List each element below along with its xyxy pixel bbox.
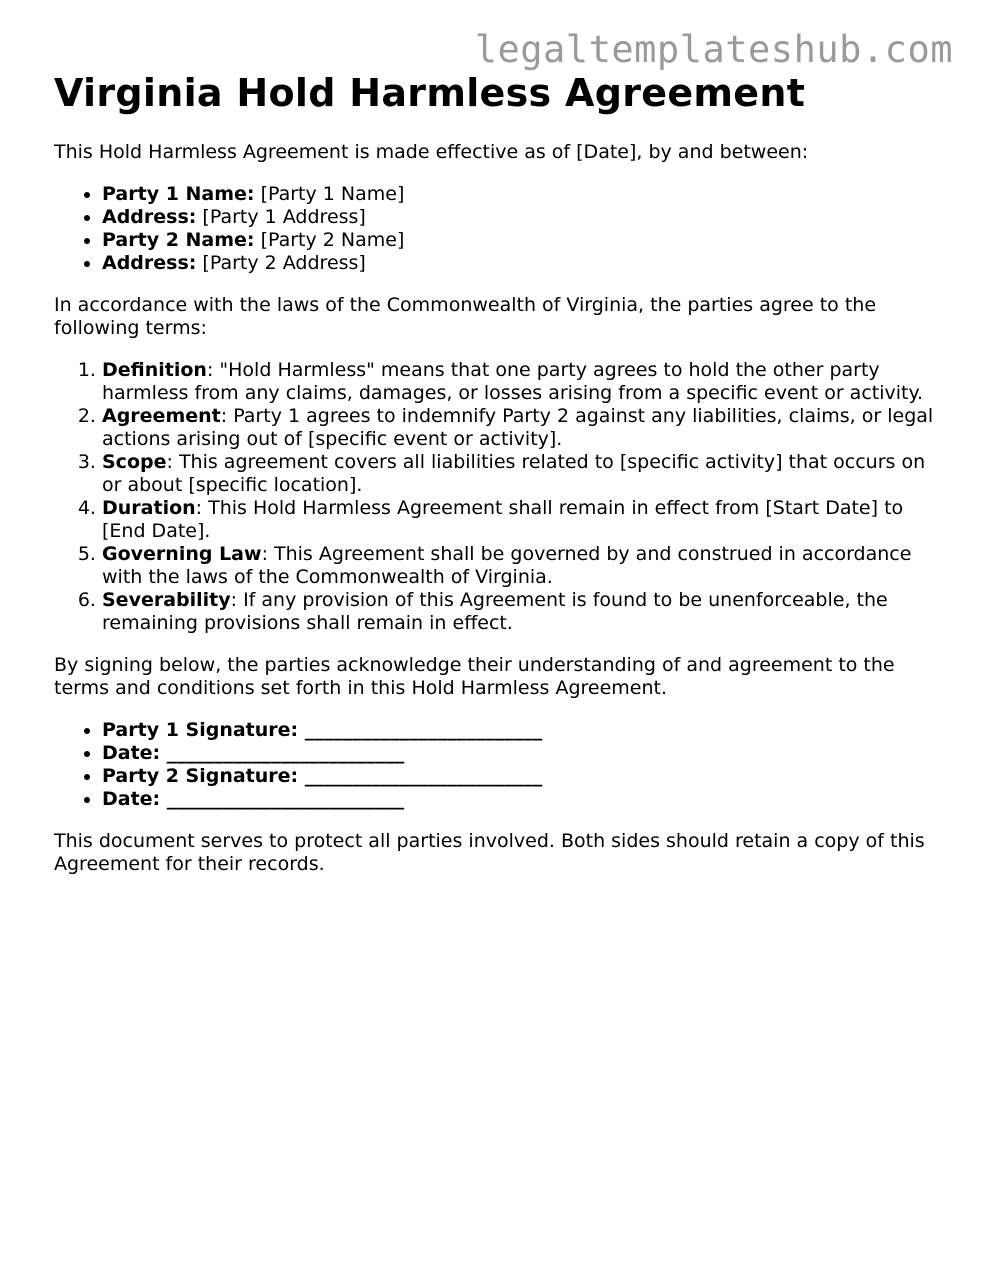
- party-value: [Party 2 Name]: [254, 229, 405, 251]
- closing-paragraph: This document serves to protect all parties involved. Both sides should retain a copy of this Agreement for their records.: [54, 830, 925, 875]
- party-label: Address:: [102, 206, 197, 228]
- term-label: Duration: [102, 497, 196, 519]
- term-text: : This agreement covers all liabilities related to [specific activity] that occurs on or about [specific location].: [102, 451, 926, 496]
- party-label: Party 1 Name:: [102, 183, 255, 205]
- party-item: [102, 252, 934, 275]
- party-value: [Party 1 Address]: [196, 206, 366, 228]
- signature-line: Party 2 Signature: _________________________: [102, 765, 543, 787]
- party-value: [Party 2 Address]: [196, 252, 366, 274]
- intro-paragraph: This Hold Harmless Agreement is made effective as of [Date], by and between:: [54, 141, 809, 163]
- party-item: [102, 183, 934, 206]
- signature-item: [102, 719, 934, 742]
- party-item: [102, 229, 934, 252]
- party-label: Address:: [102, 252, 197, 274]
- party-label: Party 2 Name:: [102, 229, 255, 251]
- term-text: : This Agreement shall be governed by and construed in accordance with the laws of the Commonwealth of Virginia.: [102, 543, 912, 588]
- term-text: : "Hold Harmless" means that one party agrees to hold the other party harmless from any claims, damages, or losses arising from a specific event or activity.: [102, 359, 924, 404]
- party-item: [102, 206, 934, 229]
- parties-list: [54, 183, 934, 275]
- laws-paragraph: In accordance with the laws of the Commonwealth of Virginia, the parties agree to the following terms:: [54, 294, 877, 339]
- party-value: [Party 1 Name]: [254, 183, 405, 205]
- term-label: Severability: [102, 589, 231, 611]
- document-page: [54, 70, 934, 876]
- signature-item: [102, 765, 934, 788]
- signature-line: Date: _________________________: [102, 742, 405, 764]
- watermark: legaltemplateshub.com: [474, 28, 953, 71]
- acknowledgment-paragraph: By signing below, the parties acknowledge their understanding of and agreement to the terms and conditions set forth in this Hold Harmless Agreement.: [54, 654, 895, 699]
- term-item: [102, 405, 934, 451]
- term-text: : Party 1 agrees to indemnify Party 2 against any liabilities, claims, or legal actions arising out of [specific event or activity].: [102, 405, 934, 450]
- term-text: : This Hold Harmless Agreement shall remain in effect from [Start Date] to [End Date].: [102, 497, 904, 542]
- signature-line: Party 1 Signature: _________________________: [102, 719, 543, 741]
- term-label: Governing Law: [102, 543, 262, 565]
- signature-item: [102, 742, 934, 765]
- term-item: [102, 497, 934, 543]
- document-title: Virginia Hold Harmless Agreement: [54, 71, 806, 115]
- term-item: [102, 359, 934, 405]
- term-item: [102, 451, 934, 497]
- term-label: Definition: [102, 359, 207, 381]
- signature-item: [102, 788, 934, 811]
- term-item: [102, 543, 934, 589]
- term-label: Agreement: [102, 405, 221, 427]
- terms-list: [54, 359, 934, 635]
- term-label: Scope: [102, 451, 167, 473]
- term-item: [102, 589, 934, 635]
- signature-line: Date: _________________________: [102, 788, 405, 810]
- term-text: : If any provision of this Agreement is found to be unenforceable, the remaining provisions shall remain in effect.: [102, 589, 888, 634]
- signatures-list: [54, 719, 934, 811]
